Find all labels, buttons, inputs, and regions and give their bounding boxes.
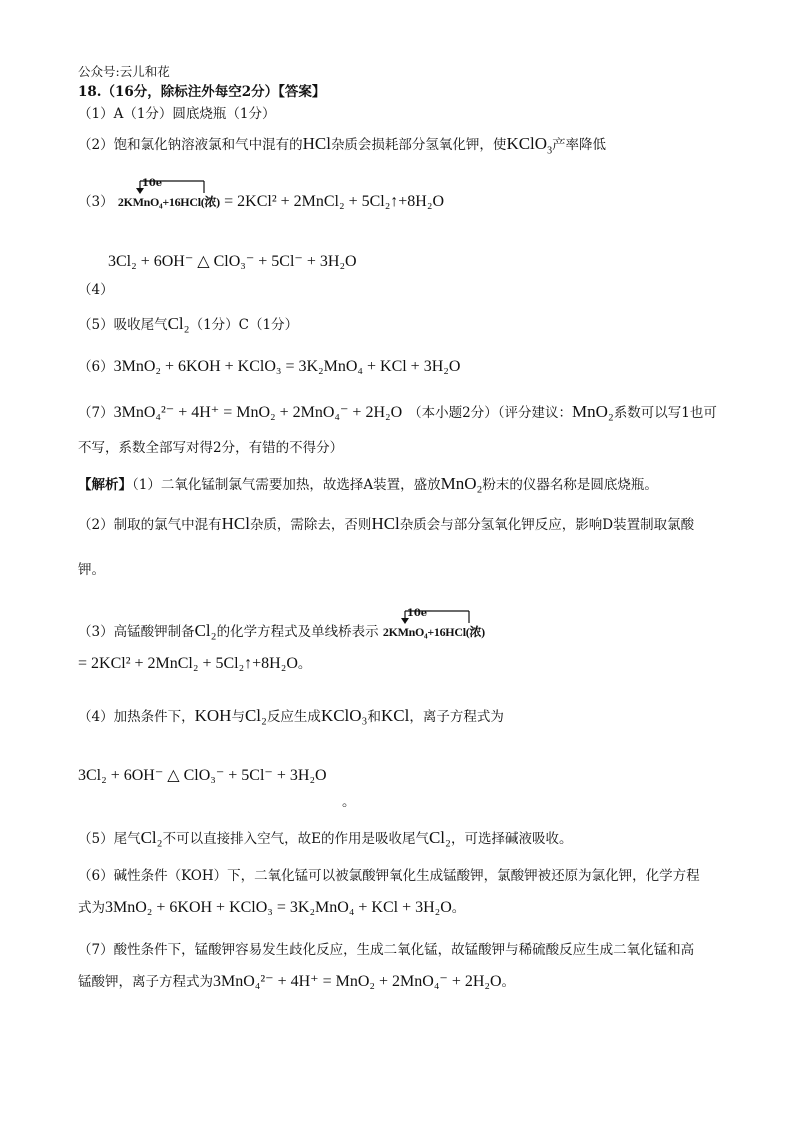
electron-bridge xyxy=(118,176,220,212)
answer-7: （7）3MnO₄²⁻ + 4H⁺ = MnO₂ + 2MnO₄⁻ + 2H₂O （本小题2分）（评分建议：MnO₂系数可以写1也可 xyxy=(78,402,717,421)
bridge-label: 10e⁻ xyxy=(141,178,168,189)
bridge-arrow-icon xyxy=(118,176,228,194)
analysis-7-equation: 锰酸钾，离子方程式为3MnO₄²⁻ + 4H⁺ = MnO₂ + 2MnO₄⁻ + 2H₂O。 xyxy=(78,973,516,990)
source-header: 公众号:云儿和花 xyxy=(78,64,170,79)
answer-3: （3） 10e⁻ 2KMnO₄+16HCl(浓) = 2KCl² + 2MnCl₂ + 5Cl₂↑+8H₂O xyxy=(78,176,444,212)
equation-4: 3Cl₂ + 6OH⁻ △ ClO₃⁻ + 5Cl⁻ + 3H₂O xyxy=(108,253,357,270)
analysis-4-end: 。 xyxy=(342,794,356,810)
bridge-formula: 2KMnO₄+16HCl(浓) xyxy=(117,195,220,209)
analysis-6-equation: 式为3MnO₂ + 6KOH + KClO₃ = 3K₂MnO₄ + KCl + 3H₂O。 xyxy=(78,899,466,916)
analysis-2: （2）制取的氯气中混有HCl杂质，需除去，否则HCl杂质会与部分氢氧化钾反应，影响D装置制取氯酸 xyxy=(78,514,695,533)
bridge-arrow-icon xyxy=(383,606,493,624)
hcl-formula: HCl xyxy=(302,134,331,153)
kclo3-formula: KClO$_3$ xyxy=(506,134,553,157)
analysis-5: （5）尾气Cl₂不可以直接排入空气，故E的作用是吸收尾气Cl₂，可选择碱液吸收。 xyxy=(78,828,573,847)
analysis-4-equation: 3Cl₂ + 6OH⁻ △ ClO₃⁻ + 5Cl⁻ + 3H₂O xyxy=(78,767,327,784)
answer-6: （6）3MnO₂ + 6KOH + KClO₃ = 3K₂MnO₄ + KCl + 3H₂O xyxy=(78,358,461,375)
question-title: 18.（16分，除标注外每空2分）【答案】 xyxy=(78,84,326,100)
answer-7-note: 不写，系数全部写对得2分，有错的不得分） xyxy=(78,440,344,456)
answer-5: （5）吸收尾气Cl₂（1分）C（1分） xyxy=(78,314,299,333)
analysis-6: （6）碱性条件（KOH）下，二氧化锰可以被氯酸钾氧化生成锰酸钾，氯酸钾被还原为氯化钾，化学方程 xyxy=(78,868,700,884)
electron-bridge-analysis: 10e⁻ 2KMnO₄+16HCl(浓) xyxy=(383,606,485,642)
equation-3: = 2KCl² + 2MnCl₂ + 5Cl₂↑+8H₂O xyxy=(224,193,444,210)
cl2-formula: Cl₂ xyxy=(167,314,190,333)
analysis-1: 【解析】（1）二氧化锰制氯气需要加热，故选择A装置，盛放MnO₂粉末的仪器名称是圆底烧瓶。 xyxy=(78,474,658,493)
answer-2: （2）饱和氯化钠溶液氯和气中混有的HCl杂质会损耗部分氢氧化钾，使KClO$_3$产率降低 xyxy=(78,134,607,157)
analysis-4: （4）加热条件下，KOH与Cl₂反应生成KClO₃和KCl，离子方程式为 xyxy=(78,706,504,725)
answer-1: （1）A（1分）圆底烧瓶（1分） xyxy=(78,106,276,122)
analysis-3: （3）高锰酸钾制备Cl₂的化学方程式及单线桥表示 10e⁻ 2KMnO₄+16HCl(浓) xyxy=(78,606,485,642)
analysis-3-equation: = 2KCl² + 2MnCl₂ + 5Cl₂↑+8H₂O。 xyxy=(78,655,312,672)
equation-7: 3MnO₄²⁻ + 4H⁺ = MnO₂ + 2MnO₄⁻ + 2H₂O xyxy=(113,404,403,421)
answer-4-number: （4） xyxy=(78,282,114,298)
equation-6: 3MnO₂ + 6KOH + KClO₃ = 3K₂MnO₄ + KCl + 3H₂O xyxy=(113,358,461,375)
analysis-2-cont: 钾。 xyxy=(78,562,105,578)
analysis-7: （7）酸性条件下，锰酸钾容易发生歧化反应，生成二氧化锰，故锰酸钾与稀硫酸反应生成二氧化锰和高 xyxy=(78,942,695,958)
